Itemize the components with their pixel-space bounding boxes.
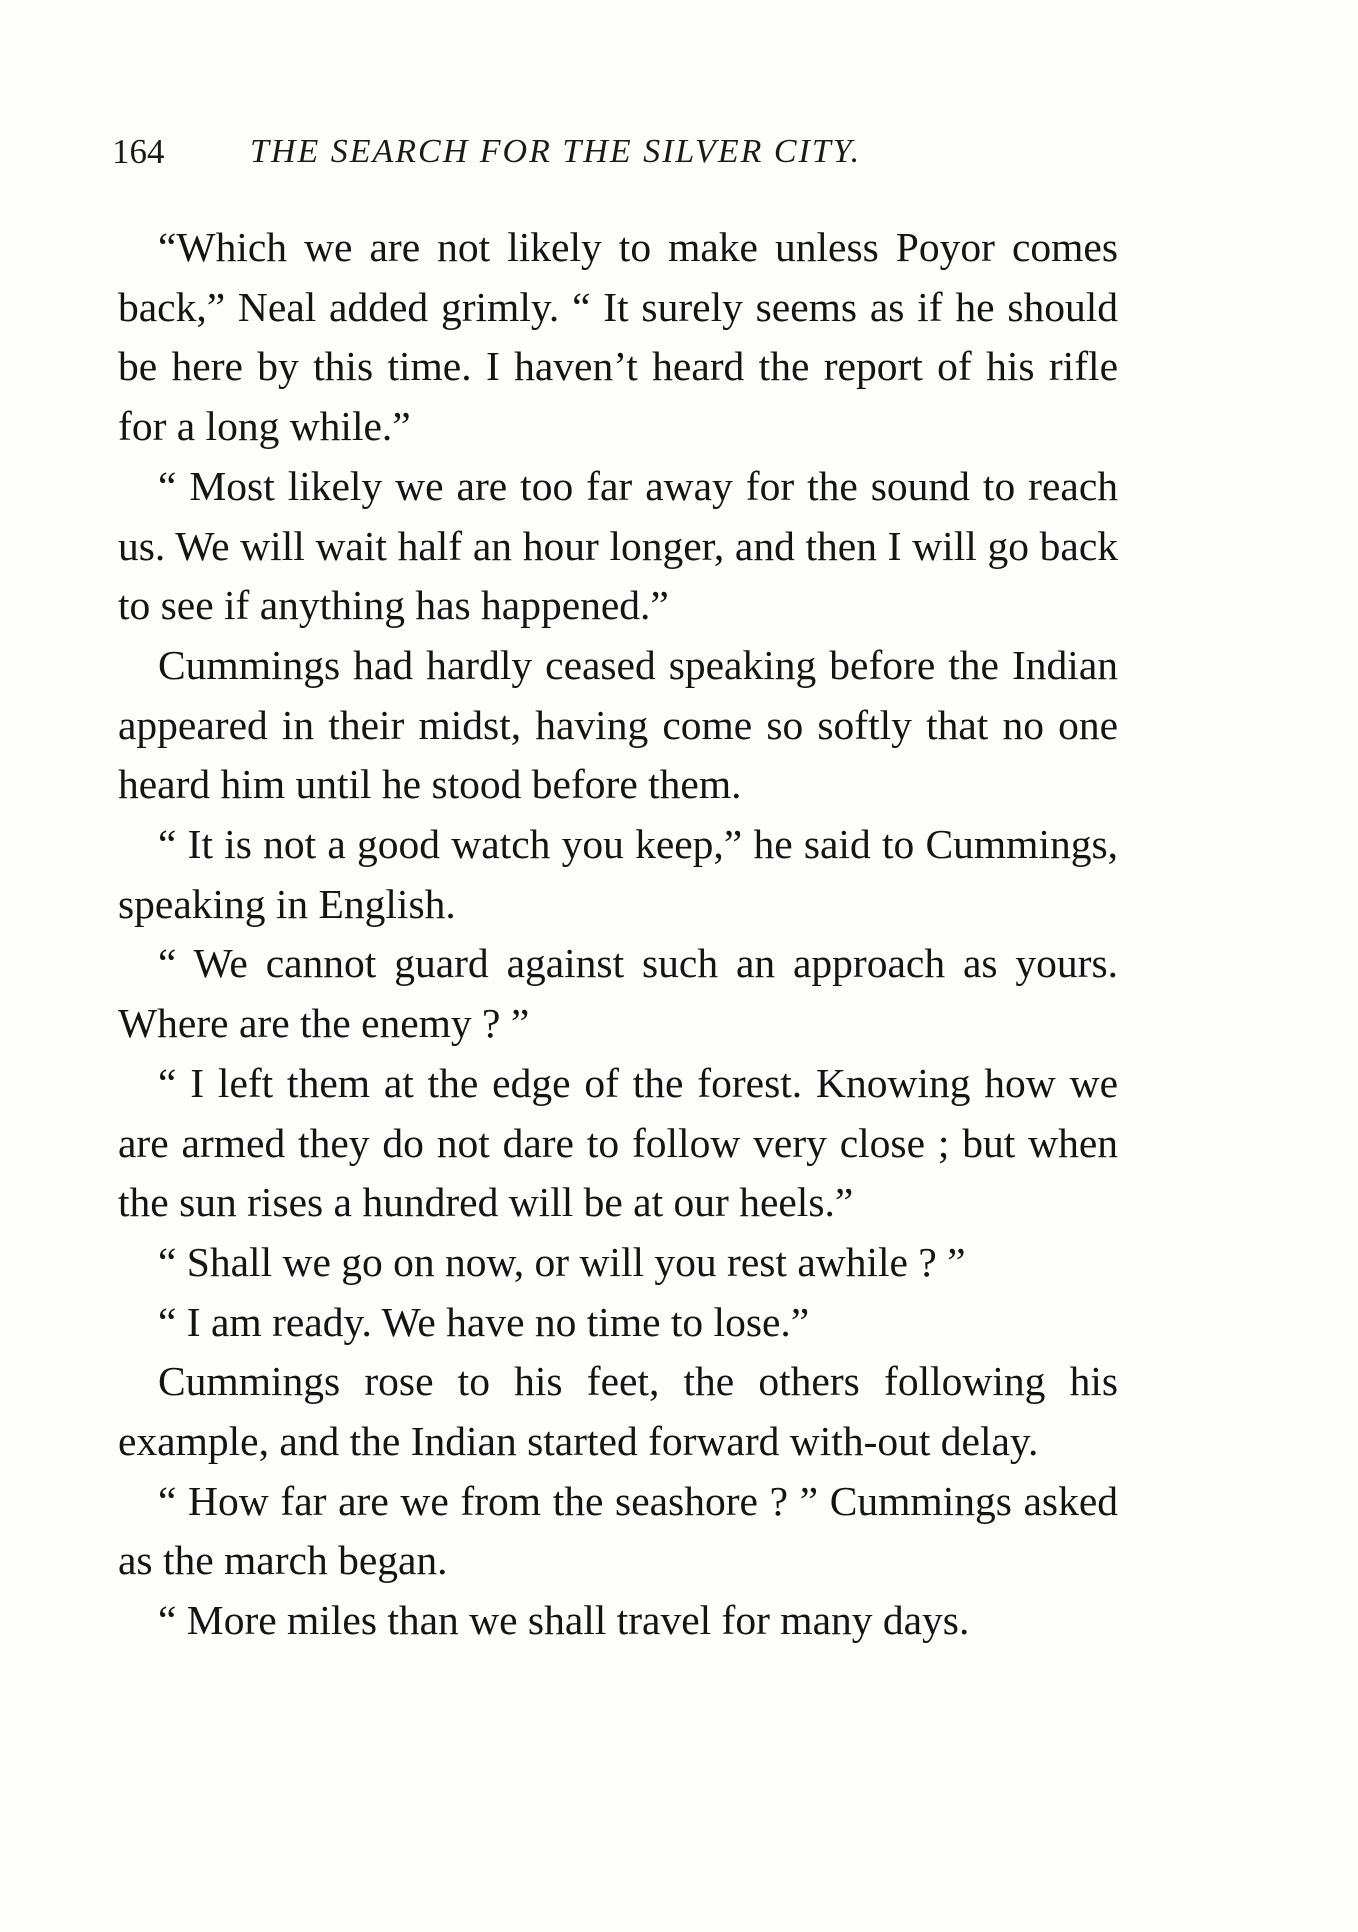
- page-number: 164: [112, 132, 165, 171]
- running-head: [112, 128, 1132, 176]
- running-title: THE SEARCH FOR THE SILVER CITY.: [250, 133, 862, 170]
- paragraph: “ Most likely we are too far away for the sound to reach us. We will wait half an hour longer, and then I will go back to see if anything has happened.”: [118, 462, 1118, 629]
- paragraph: Cummings rose to his feet, the others following his example, and the Indian started forward with-out delay.: [118, 1358, 1118, 1465]
- paragraph: “ We cannot guard against such an approach as yours. Where are the enemy ? ”: [118, 940, 1118, 1047]
- body-text: [118, 218, 1118, 1651]
- paragraph: “ I left them at the edge of the forest. Knowing how we are armed they do not dare to follow very close ; but when the sun rises a hundred will be at our heels.”: [118, 1059, 1118, 1226]
- paragraph: Cummings had hardly ceased speaking before the Indian appeared in their midst, having come so softly that no one heard him until he stood before them.: [118, 641, 1118, 808]
- paragraph: “ Shall we go on now, or will you rest awhile ? ”: [158, 1238, 966, 1285]
- paragraph: “ How far are we from the seashore ? ” Cummings asked as the march began.: [118, 1477, 1118, 1584]
- paragraph: “ I am ready. We have no time to lose.”: [158, 1298, 810, 1345]
- paragraph: “Which we are not likely to make unless Poyor comes back,” Neal added grimly. “ It surely seems as if he should be here by this time. I haven’t heard the report of his rifle for a long while.”: [118, 224, 1118, 450]
- paragraph: “ It is not a good watch you keep,” he said to Cummings, speaking in English.: [118, 821, 1118, 927]
- paragraph: “ More miles than we shall travel for many days.: [158, 1597, 970, 1644]
